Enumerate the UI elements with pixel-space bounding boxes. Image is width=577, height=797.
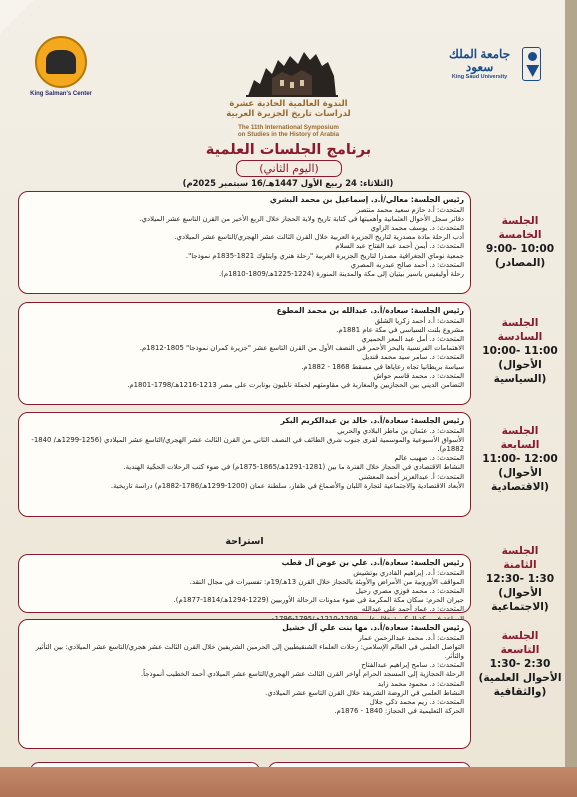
speaker: المتحدث: أ.د أحمد زكريا الشلق: [374, 317, 464, 325]
session-theme: (الأحوال الاقتصادية): [491, 467, 549, 494]
session-ordinal: الثامنة: [503, 559, 537, 572]
session-theme: (الأحوال الاجتماعية): [491, 587, 549, 614]
talk-title: الأسواق الأسبوعية والموسمية لقرى جنوب شرق الطائف في النصف الثاني من القرن الثالث عشر الهجري/التاسع عشر الميلادي (1256-1299هـ/ 1840-1882م).: [31, 436, 464, 454]
talk-title: الاهتمامات الفرنسية بالبحر الأحمر في النصف الأول من القرن التاسع عشر "جزيرة كمران نموذجا" 1805-1812م.: [139, 344, 464, 353]
symposium-en-line1: The 11th International Symposium: [238, 124, 339, 131]
session-word: الجلسة: [501, 425, 539, 437]
session-theme: (المصادر): [494, 257, 546, 270]
session-chair: رئيس الجلسة: سعادة/أ.د. علي بن عوض آل قطب: [281, 558, 464, 567]
session-label-7: [476, 424, 564, 494]
talk-title: الرحلة الحجازية إلى المسجد الحرام أواخر القرن الثالث عشر الهجري/التاسع عشر الميلادي أحمد الخطيب أنموذجاً.: [140, 670, 464, 679]
program-title: برنامج الجلسات العلمية: [205, 142, 372, 158]
university-name-en: King Saud University: [451, 74, 508, 81]
talk-title: مشروع بلنت السياسي في مكة عام 1881م.: [336, 326, 464, 335]
footer-decorative-band: [0, 767, 577, 797]
speaker: المتحدث: د. سامح إبراهيم عبدالفتاح: [361, 661, 464, 670]
symposium-name-en: [200, 124, 377, 139]
talk-title: المواقف الأوروبية من الأمراض والأوبئة بالحجاز خلال القرن 13هـ/19م: تفسيرات في مجال النقد.: [189, 578, 464, 587]
talk-title: النشاط الاقتصادي في الحجاز خلال الفترة ما بين (1281-1291هـ/1865-1875م) في ضوء كتب الرحلات الحجّية الهندية.: [123, 463, 464, 472]
corner-fold: [0, 0, 34, 34]
break-label: استراحة: [225, 536, 264, 547]
session-box-9: [18, 619, 471, 749]
session-time: 1:30- 2:30: [489, 658, 551, 671]
talk-title: جيران الحرم: سكان مكة المكرمة في ضوء مدونات الرحالة الأوربيين (1229-1294هـ/1814-1877م).: [173, 596, 464, 605]
session-label-5: [476, 214, 564, 270]
talk-title: الأبعاد الاقتصادية والاجتماعية لتجارة اللبان والأصماغ في ظفار، سلطنة عمان (1200-1299هـ/1786-1882م) دراسة تاريخية.: [110, 481, 464, 490]
speaker: المتحدث: د. صهيب عالم: [394, 454, 464, 463]
speaker: المتحدث: د. محمد فوزي مصري رحيل: [355, 587, 464, 596]
right-decorative-strip: [565, 0, 577, 797]
session-label-6: [476, 316, 564, 386]
session-box-8: [18, 554, 471, 613]
symposium-ar-line2: لدراسات تاريخ الجزيرة العربية: [226, 108, 351, 119]
speaker: المتحدث: د. محمد قاسم حواش: [373, 371, 464, 380]
session-ordinal: السادسة: [497, 331, 543, 344]
speaker: المتحدث: أ.د. محمد عبدالرحمن عمار: [358, 634, 464, 642]
session-theme: (الأحوال السياسية): [493, 359, 547, 386]
session-ordinal: التاسعة: [500, 644, 540, 657]
session-chair: رئيس الجلسة: معالي/أ.د. إسماعيل بن محمد البشري: [269, 195, 464, 204]
session-chair: رئيس الجلسة: سعادة/أ.د. مها بنت علي آل خشيل: [282, 623, 464, 632]
talk-title: سياسة بريطانيا تجاه رعاياها في مسقط 1868 - 1882م.: [301, 362, 464, 371]
session-time: 9:00- 10:00: [485, 243, 555, 256]
speaker: المتحدث: د. أيمن أحمد عبد الفتاح عبد السلام: [335, 242, 464, 251]
session-box-7: [18, 412, 471, 517]
speaker: المتحدث: د. سامر سيد محمد قنديل: [362, 353, 464, 362]
session-label-9: [476, 629, 564, 699]
session-box-6: [18, 302, 471, 405]
session-word: الجلسة: [501, 630, 539, 642]
speaker: المتحدث: أ.د. إبراهيم القادري بوتشيش: [353, 569, 464, 577]
date-line: (الثلاثاء: 24 ربيع الأول 1447هـ/16 سبتمبر 2025م): [182, 178, 394, 188]
talk-title: الحركة التعليمية في الحجاز: 1840 - 1876م.: [334, 706, 464, 715]
king-salman-center-logo: [26, 36, 96, 106]
speaker: المتحدث: د. أحمد صالح عبدربه المصري: [350, 260, 464, 269]
map-emblem-icon: [35, 36, 87, 88]
symposium-ar-line1: الندوة العالمية الحادية عشرة: [229, 99, 348, 109]
university-emblem-icon: [522, 47, 541, 81]
session-word: الجلسة: [501, 545, 539, 557]
session-word: الجلسة: [501, 215, 539, 227]
symposium-emblem-icon: [244, 30, 340, 102]
speaker: المتحدث: د. عثمان بن ماطر البلادي والحربي: [337, 427, 464, 435]
speaker: المتحدث: د. ريم محمد ذكي جلال: [369, 697, 464, 706]
symposium-name-ar: [200, 100, 377, 120]
session-theme: (الأحوال العلمية والثقافية): [478, 672, 562, 699]
talk-title: أدب الرحلة مادة مصدرية لتاريخ الجزيرة العربية خلال القرن الثالث عشر الهجري/التاسع عشر الميلادي.: [174, 233, 464, 242]
talk-title: جمعية نوماي الجغرافية مصدرا لتاريخ الجزيرة العربية "رحلة هنري وايتلوك 1821-1835م نموذجا".: [185, 251, 464, 260]
talk-title: رحلة أوليفيس ياسير بيتيان إلى مكة والمدينة المنورة (1224-1225هـ/1809-1810م).: [218, 269, 464, 278]
speaker: المتحدث: أ. عبدالعزيز أحمد المعشني: [358, 472, 464, 481]
session-ordinal: الخامسة: [498, 229, 542, 242]
university-name: [441, 48, 518, 80]
king-saud-university-logo: [441, 42, 541, 86]
session-time: 11:00- 12:00: [482, 453, 558, 466]
session-chair: رئيس الجلسة: سعادة/أ.د. خالد بن عبدالكريم البكر: [280, 416, 464, 425]
speaker: المتحدث: د. عماد أحمد علي عبدالله: [361, 605, 464, 614]
talk-title: دفاتر سجل الأحوال العثمانية وأهميتها في كتابة تاريخ ولاية الحجاز خلال الربع الأخير من القرن التاسع عشر الميلادي.: [139, 215, 464, 224]
session-ordinal: السابعة: [500, 439, 540, 452]
session-box-5: [18, 191, 471, 294]
speaker: المتحدث: د. يوسف محمد الزاوي: [370, 224, 464, 233]
session-time: 12:30- 1:30: [485, 573, 555, 586]
talk-title: التواصل العلمي في العالم الإسلامي: رحلات العلماء الشنقيطيين إلى الحرمين الشريفين خلال القرن الثالث عشر هجري/التاسع عشر الميلادي: بين التأثير والتأثر.: [35, 643, 464, 661]
speaker: المتحدث: د. محمود محمد زايد: [377, 679, 464, 688]
speaker: المتحدث: د. أمل عبد المعز الحميري: [361, 335, 464, 344]
session-time: 10:00- 11:00: [482, 345, 558, 358]
university-name-ar: جامعة الملك سعود: [449, 46, 511, 74]
session-chair: رئيس الجلسة: سعادة/أ.د. عبدالله بن محمد المطوع: [276, 306, 464, 315]
talk-title: النشاط العلمي في الروضة الشريفة خلال القرن التاسع عشر الميلادي.: [265, 688, 464, 697]
symposium-en-line2: on Studies in the History of Arabia: [237, 131, 340, 139]
logo-caption: King Salman's Center: [30, 91, 92, 97]
day-label: (اليوم الثاني): [236, 160, 342, 177]
session-label-8: [476, 544, 564, 614]
session-word: الجلسة: [501, 317, 539, 329]
speaker: المتحدث: أ.د حازم سعيد محمد منتصر: [356, 206, 464, 214]
talk-title: التضامن الديني بين الحجازيين والمغاربة في مقاومتهم لحملة نابليون بونابرت على مصر 1213-1216هـ/1798-1801م.: [127, 380, 464, 389]
